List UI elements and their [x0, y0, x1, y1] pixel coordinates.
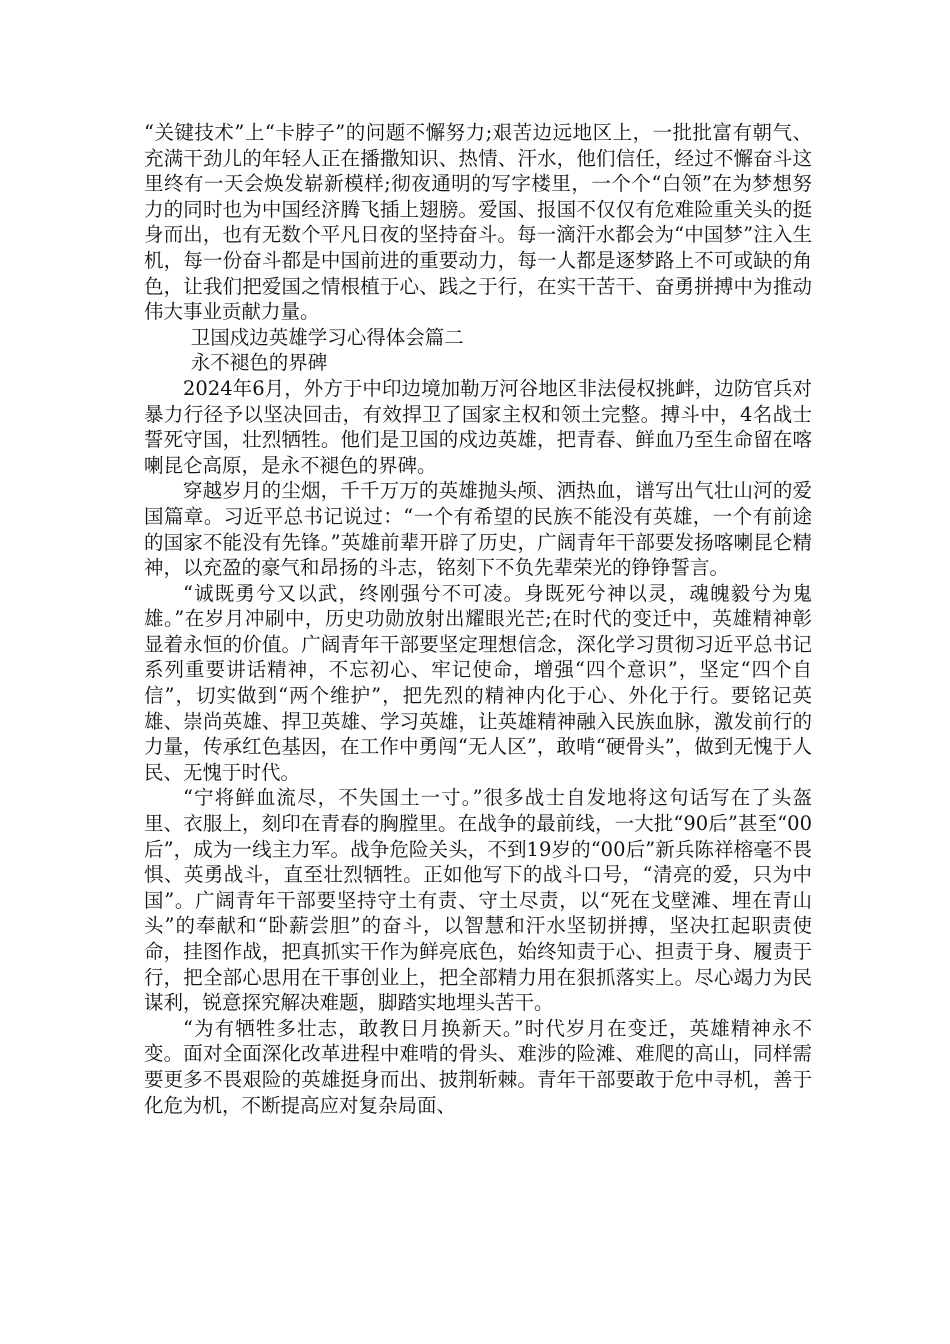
paragraph: “宁将鲜血流尽，不失国土一寸。”很多战士自发地将这句话写在了头盔里、衣服上，刻印在青春的胸膛里。在战争的最前线，一大批“90后”甚至“00后”，成为一线主力军。战争危险关头，不到19岁的“00后”新兵陈祥榕毫不畏惧、英勇战斗，直至壮烈牺牲。正如他写下的战斗口号，“清亮的爱，只为中国”。广阔青年干部要坚持守土有责、守土尽责，以“死在戈壁滩、埋在青山头”的奉献和“卧薪尝胆”的奋斗，以智慧和汗水坚韧拼搏，坚决扛起职责使命，挂图作战，把真抓实干作为鲜亮底色，始终知责于心、担责于身、履责于行，把全部心思用在干事创业上，把全部精力用在狠抓落实上。尽心竭力为民谋利，锐意探究解决难题，脚踏实地埋头苦干。 — [144, 786, 812, 1015]
paragraph: “诚既勇兮又以武，终刚强兮不可凌。身既死兮神以灵，魂魄毅兮为鬼雄。”在岁月冲刷中，历史功勋放射出耀眼光芒;在时代的变迁中，英雄精神彰显着永恒的价值。广阔青年干部要坚定理想信念，深化学习贯彻习近平总书记系列重要讲话精神，不忘初心、牢记使命，增强“四个意识”，坚定“四个自信”，切实做到“两个维护”，把先烈的精神内化于心、外化于行。要铭记英雄、崇尚英雄、捍卫英雄、学习英雄，让英雄精神融入民族血脉，激发前行的力量，传承红色基因，在工作中勇闯“无人区”，敢啃“硬骨头”，做到无愧于人民、无愧于时代。 — [144, 581, 812, 784]
paragraph: 2024年6月，外方于中印边境加勒万河谷地区非法侵权挑衅，边防官兵对暴力行径予以坚决回击，有效捍卫了国家主权和领土完整。搏斗中，4名战士誓死守国，壮烈牺牲。他们是卫国的戍边英雄，把青春、鲜血乃至生命留在喀喇昆仑高原，是永不褪色的界碑。 — [144, 376, 812, 477]
paragraph: “为有牺牲多壮志，敢教日月换新天。”时代岁月在变迁，英雄精神永不变。面对全面深化改革进程中难啃的骨头、难涉的险滩、难爬的高山，同样需要更多不畏艰险的英雄挺身而出、披荆斩棘。青年干部要敢于危中寻机，善于化危为机，不断提高应对复杂局面、 — [144, 1016, 812, 1117]
section-heading: 卫国戍边英雄学习心得体会篇二 — [190, 325, 464, 349]
document-body — [144, 120, 812, 1118]
section-subtitle: 永不褪色的界碑 — [190, 351, 328, 375]
paragraph: 穿越岁月的尘烟，千千万万的英雄抛头颅、洒热血，谱写出气壮山河的爱国篇章。习近平总书记说过：“一个有希望的民族不能没有英雄，一个有前途的国家不能没有先锋。”英雄前辈开辟了历史，广阔青年干部要发扬喀喇昆仑精神，以充盈的豪气和昂扬的斗志，铭刻下不负先辈荣光的铮铮誓言。 — [144, 479, 812, 580]
paragraph-continuation: “关键技术”上“卡脖子”的问题不懈努力;艰苦边远地区上，一批批富有朝气、充满干劲儿的年轻人正在播撒知识、热情、汗水，他们信任，经过不懈奋斗这里终有一天会焕发崭新模样;彻夜通明的写字楼里，一个个“白领”在为梦想努力的同时也为中国经济腾飞插上翅膀。爱国、报国不仅仅有危难险重关头的挺身而出，也有无数个平凡日夜的坚持奋斗。每一滴汗水都会为“中国梦”注入生机，每一份奋斗都是中国前进的重要动力，每一人都是逐梦路上不可或缺的角色，让我们把爱国之情根植于心、践之于行，在实干苦干、奋勇拼搏中为推动伟大事业贡献力量。 — [144, 121, 812, 324]
